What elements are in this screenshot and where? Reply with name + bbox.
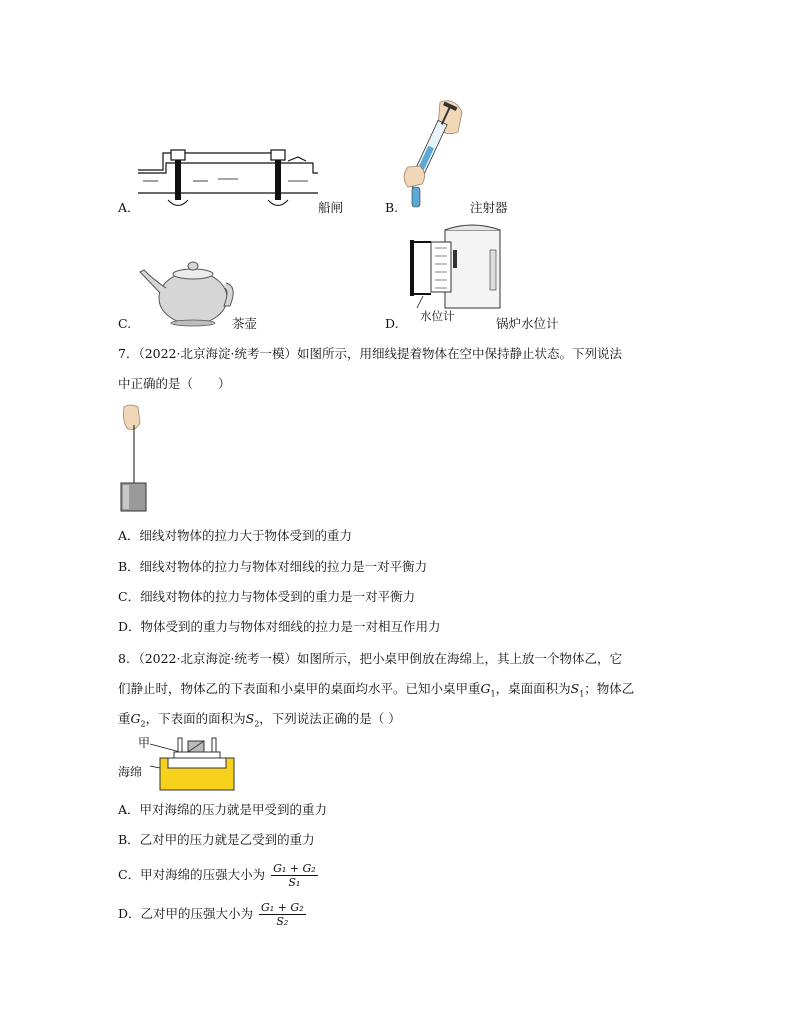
q8-stem-line1: 8．（2022·北京海淀·统考一模）如图所示，把小桌甲倒放在海绵上，其上放一个物体乙，它 (118, 651, 622, 666)
q8-option-b[interactable]: B．乙对甲的压力就是乙受到的重力 (118, 832, 315, 847)
ship-lock-figure (138, 145, 318, 215)
option-d-caption: 锅炉水位计 (496, 316, 559, 331)
option-d-letter: D. (385, 316, 399, 331)
q8-stem-line2: 们静止时，物体乙的下表面和小桌甲的桌面均水平。已知小桌甲重$G_1$，桌面面积为$S_1$；物体乙 (118, 681, 635, 699)
q7-option-b[interactable]: B．细线对物体的拉力与物体对细线的拉力是一对平衡力 (118, 559, 428, 574)
hanging-block-figure (118, 403, 158, 513)
option-a-caption: 船闸 (318, 200, 344, 215)
q7-stem-line1: 7．（2022·北京海淀·统考一模）如图所示，用细线提着物体在空中保持静止状态。下列说法 (118, 346, 622, 361)
q8-stem-line3: 重$G_2$，下表面的面积为$S_2$，下列说法正确的是（ ） (118, 711, 401, 729)
q8-option-a[interactable]: A．甲对海绵的压力就是甲受到的重力 (118, 802, 328, 817)
option-a-letter: A. (118, 200, 132, 215)
label-jia: 甲 (138, 736, 151, 750)
option-c-caption: 茶壶 (232, 316, 258, 331)
q8-option-c[interactable]: C．甲对海绵的压强大小为 $\frac{\text{G₁ + G₂}}{\text{S₁}}$ (118, 862, 316, 889)
label-sponge: 海绵 (118, 765, 143, 779)
q7-option-a[interactable]: A．细线对物体的拉力大于物体受到的重力 (118, 528, 353, 543)
option-b-caption: 注射器 (470, 200, 508, 215)
fraction-c: $\frac{\text{G₁ + G₂}}{\text{S₁}}$ (273, 862, 316, 889)
boiler-callout: 水位计 (420, 309, 455, 323)
option-c-letter: C. (118, 316, 132, 331)
q7-option-c[interactable]: C．细线对物体的拉力与物体受到的重力是一对平衡力 (118, 589, 416, 604)
fraction-d: $\frac{\text{G₁ + G₂}}{\text{S₂}}$ (261, 901, 304, 928)
option-b-letter: B. (385, 200, 399, 215)
syringe-figure (400, 92, 470, 212)
boiler-figure (405, 220, 510, 312)
q8-option-d[interactable]: D．乙对甲的压强大小为 $\frac{\text{G₁ + G₂}}{\text{S₂}}$ (118, 901, 304, 928)
q7-stem-line2: 中正确的是（ ） (118, 376, 231, 391)
q7-option-d[interactable]: D．物体受到的重力与物体对细线的拉力是一对相互作用力 (118, 619, 441, 634)
teapot-figure (138, 248, 233, 328)
sponge-table-figure (150, 738, 250, 793)
